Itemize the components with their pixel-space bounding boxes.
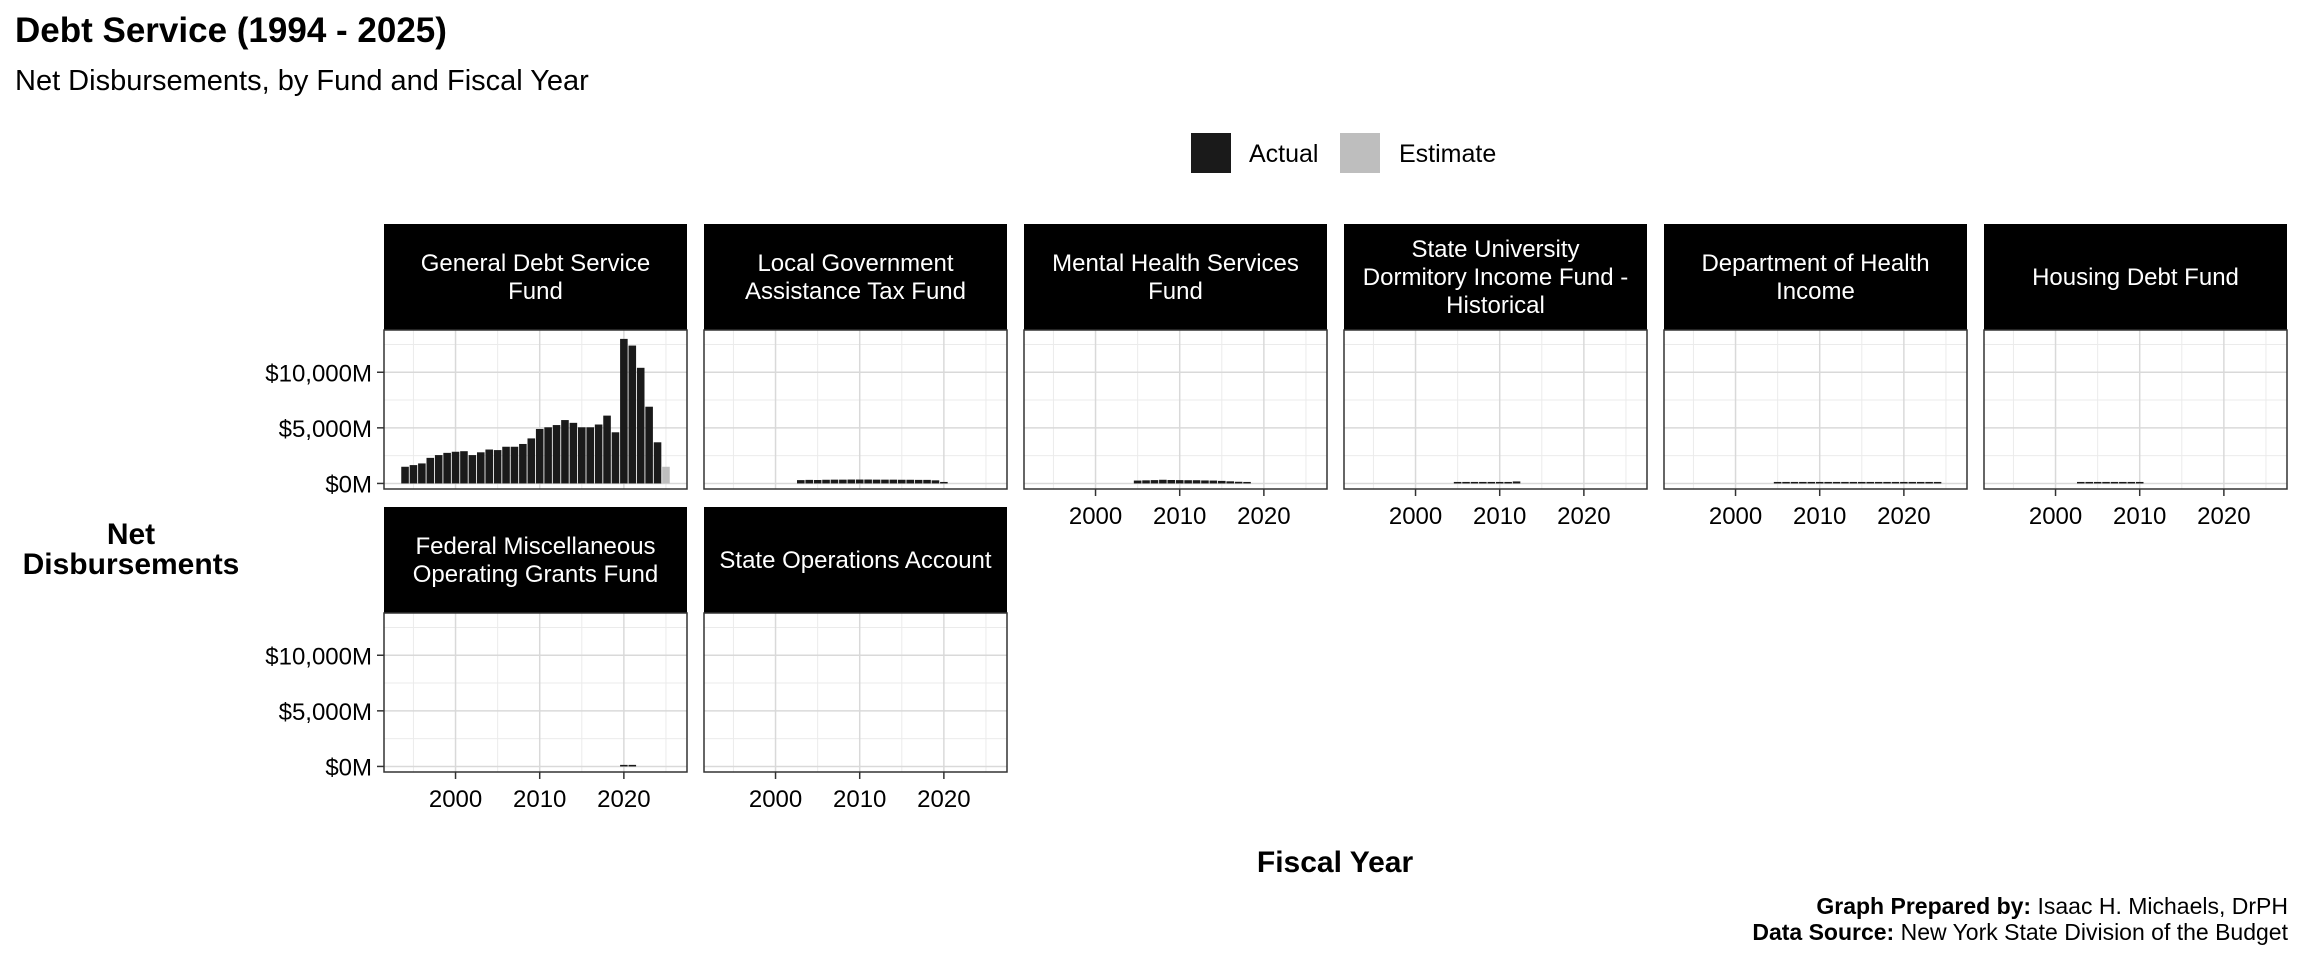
bar-2009	[1168, 480, 1176, 483]
bar-1998	[435, 455, 443, 483]
bar-2016	[1866, 482, 1874, 484]
bar-1996	[418, 463, 426, 483]
bar-2011	[1504, 482, 1512, 484]
legend	[1191, 133, 1496, 173]
bar-2015	[1218, 481, 1226, 484]
bar-2013	[1201, 480, 1209, 483]
panel-strip	[384, 507, 687, 613]
bar-2004	[2085, 482, 2093, 484]
chart-subtitle: Net Disbursements, by Fund and Fiscal Year	[15, 65, 589, 97]
bar-2016	[1226, 481, 1234, 483]
bar-2012	[1833, 482, 1841, 484]
bar-1999	[443, 453, 451, 484]
bar-2014	[890, 480, 898, 484]
bar-2009	[1808, 482, 1816, 484]
bar-2019	[932, 480, 940, 483]
bar-2010	[1176, 480, 1184, 483]
bar-2021	[629, 346, 637, 484]
x-tick-label: 2020	[2197, 503, 2251, 530]
bar-2011	[1184, 480, 1192, 483]
y-tick-label: $10,000M	[265, 360, 372, 388]
y-tick-label: $5,000M	[278, 698, 372, 726]
bar-1994	[401, 467, 409, 484]
panel-strip	[1664, 224, 1967, 330]
bar-2015	[1858, 482, 1866, 484]
bar-2004	[485, 450, 493, 484]
x-tick-label: 2000	[1068, 503, 1123, 530]
panel-federal-miscellaneous-operating-grants-fund	[265, 507, 687, 813]
bar-2025	[662, 467, 670, 484]
x-tick-label: 2000	[748, 786, 803, 813]
panel-plot-area	[1984, 330, 2287, 489]
bar-2006	[1462, 482, 1470, 484]
x-tick-label: 2010	[1153, 503, 1207, 530]
bar-2003	[477, 452, 485, 483]
panel-title-line: Dormitory Income Fund -	[1362, 264, 1629, 291]
panel-state-university-dormitory-income-fund-historical	[1344, 224, 1647, 530]
bar-2010	[1496, 482, 1504, 484]
panel-title-line: Income	[1776, 278, 1855, 305]
y-tick-label: $0M	[325, 471, 372, 499]
bar-2005	[1454, 482, 1462, 484]
y-tick-label: $0M	[325, 754, 372, 782]
bar-2007	[2111, 482, 2119, 484]
y-axis-title-line-1: Net	[106, 518, 156, 551]
bar-2006	[2102, 482, 2110, 484]
caption-data-source	[1752, 919, 2288, 945]
bar-2018	[603, 416, 611, 484]
x-tick-label: 2000	[1388, 503, 1443, 530]
bar-2005	[1774, 482, 1782, 484]
panel-title-line: Fund	[508, 278, 563, 305]
bar-2020	[620, 765, 628, 767]
bar-2020	[940, 482, 948, 484]
bar-2018	[923, 480, 931, 484]
bar-2011	[544, 427, 552, 483]
legend-label-estimate: Estimate	[1399, 140, 1497, 168]
y-axis-title-line-2: Disbursements	[22, 548, 240, 581]
bar-2008	[839, 480, 847, 484]
bar-2010	[856, 480, 864, 484]
bar-2005	[494, 450, 502, 483]
x-axis-title: Fiscal Year	[1256, 846, 1414, 879]
x-tick-label: 2010	[1473, 503, 1527, 530]
y-tick-label: $10,000M	[265, 643, 372, 671]
panel-general-debt-service-fund	[265, 224, 687, 498]
bar-2024	[1934, 482, 1942, 484]
bar-2023	[645, 407, 653, 484]
bar-2012	[1193, 480, 1201, 483]
bar-2014	[1210, 481, 1218, 484]
panel-title-line: Historical	[1446, 292, 1545, 319]
bar-2012	[873, 480, 881, 484]
y-axis-title	[23, 518, 240, 581]
caption-source-label: Data Source:	[1752, 919, 1895, 945]
x-tick-label: 2020	[1877, 503, 1931, 530]
panel-title-line: Assistance Tax Fund	[744, 278, 967, 305]
bar-2008	[1799, 482, 1807, 484]
bar-2014	[1850, 482, 1858, 484]
panel-title-line: General Debt Service	[420, 250, 651, 277]
bar-2006	[1782, 482, 1790, 484]
panel-state-operations-account	[704, 507, 1007, 813]
bar-2009	[848, 480, 856, 484]
panel-title-line: State University	[1411, 236, 1580, 263]
bar-2017	[1235, 482, 1243, 484]
bar-2013	[561, 420, 569, 483]
bar-2001	[460, 451, 468, 483]
bar-2008	[2119, 482, 2127, 484]
bar-2007	[1151, 480, 1159, 483]
bar-2007	[831, 480, 839, 484]
chart-title: Debt Service (1994 - 2025)	[15, 11, 447, 50]
bar-2019	[612, 432, 620, 483]
bar-2013	[1841, 482, 1849, 484]
caption-prepared-label: Graph Prepared by:	[1816, 893, 2032, 919]
facet-panels	[265, 224, 2287, 813]
x-tick-label: 2020	[1557, 503, 1611, 530]
bar-2021	[629, 765, 637, 767]
bar-2008	[519, 444, 527, 483]
legend-swatch-actual	[1191, 133, 1231, 173]
panel-strip	[384, 224, 687, 330]
bar-2000	[452, 452, 460, 484]
bar-2009	[2128, 482, 2136, 484]
bar-2007	[1471, 482, 1479, 484]
bar-2016	[586, 427, 594, 483]
bar-2023	[1925, 482, 1933, 484]
bar-2005	[1134, 481, 1142, 484]
bar-2008	[1479, 482, 1487, 484]
legend-label-actual: Actual	[1249, 140, 1319, 168]
x-tick-label: 2000	[1708, 503, 1763, 530]
panel-plot-area	[704, 330, 1007, 489]
bar-2015	[578, 427, 586, 483]
panel-mental-health-services-fund	[1024, 224, 1327, 530]
bar-2011	[864, 480, 872, 484]
bar-2006	[1142, 480, 1150, 483]
bar-2021	[1909, 482, 1917, 484]
bar-2003	[797, 480, 805, 483]
bar-2020	[1900, 482, 1908, 484]
x-tick-label: 2000	[428, 786, 483, 813]
bar-2003	[2077, 482, 2085, 484]
bar-2019	[1892, 482, 1900, 484]
bar-2007	[511, 447, 519, 484]
bar-2022	[637, 368, 645, 484]
bar-2006	[502, 447, 510, 484]
panel-title-line: Fund	[1148, 278, 1203, 305]
bar-1995	[410, 465, 418, 483]
bar-2011	[1824, 482, 1832, 484]
bar-1997	[427, 458, 435, 484]
panel-plot-area	[1024, 330, 1327, 489]
bar-2020	[620, 339, 628, 484]
bar-2010	[1816, 482, 1824, 484]
bar-2013	[881, 480, 889, 484]
bar-2002	[469, 455, 477, 483]
bar-2009	[528, 438, 536, 483]
legend-swatch-estimate	[1340, 133, 1380, 173]
panel-plot-area	[704, 613, 1007, 772]
panel-plot-area	[1664, 330, 1967, 489]
panel-title-line: Local Government	[757, 250, 954, 277]
y-tick-label: $5,000M	[278, 415, 372, 443]
bar-2005	[2094, 482, 2102, 484]
caption-prepared-by	[1816, 893, 2288, 919]
panel-plot-area	[384, 613, 687, 772]
bar-2015	[898, 480, 906, 484]
caption-prepared-value: Isaac H. Michaels, DrPH	[2031, 893, 2288, 919]
x-tick-label: 2020	[1237, 503, 1291, 530]
bar-2009	[1488, 482, 1496, 484]
bar-2018	[1883, 482, 1891, 484]
bar-2005	[814, 480, 822, 483]
x-tick-label: 2020	[597, 786, 651, 813]
bar-2006	[822, 480, 830, 484]
bar-2004	[805, 480, 813, 484]
bar-2010	[2136, 482, 2144, 484]
bar-2017	[1875, 482, 1883, 484]
x-tick-label: 2010	[2113, 503, 2167, 530]
panel-title-line: Federal Miscellaneous	[415, 533, 656, 560]
bar-2024	[654, 442, 662, 483]
x-tick-label: 2010	[833, 786, 887, 813]
panel-housing-debt-fund	[1984, 224, 2287, 530]
bar-2018	[1243, 482, 1251, 484]
panel-plot-area	[1344, 330, 1647, 489]
bar-2012	[1513, 481, 1521, 483]
panel-title-line: Operating Grants Fund	[412, 561, 659, 588]
panel-title-line: Housing Debt Fund	[2032, 264, 2239, 291]
panel-title-line: Mental Health Services	[1052, 250, 1299, 277]
panel-title-line: State Operations Account	[719, 547, 992, 574]
bar-2014	[570, 423, 578, 484]
bar-2022	[1917, 482, 1925, 484]
bar-2017	[595, 425, 603, 484]
bar-2017	[915, 480, 923, 484]
bar-2010	[536, 429, 544, 483]
panel-department-of-health-income	[1664, 224, 1967, 530]
x-tick-label: 2000	[2028, 503, 2083, 530]
bar-2007	[1791, 482, 1799, 484]
bar-2016	[906, 480, 914, 484]
caption-source-value: New York State Division of the Budget	[1894, 919, 2288, 945]
x-tick-label: 2020	[917, 786, 971, 813]
bar-2012	[553, 425, 561, 483]
bar-2008	[1159, 480, 1167, 484]
panel-title-line: Department of Health	[1701, 250, 1930, 277]
panel-local-government-assistance-tax-fund	[704, 224, 1007, 489]
panel-strip	[704, 224, 1007, 330]
x-tick-label: 2010	[1793, 503, 1847, 530]
panel-strip	[1024, 224, 1327, 330]
x-tick-label: 2010	[513, 786, 567, 813]
